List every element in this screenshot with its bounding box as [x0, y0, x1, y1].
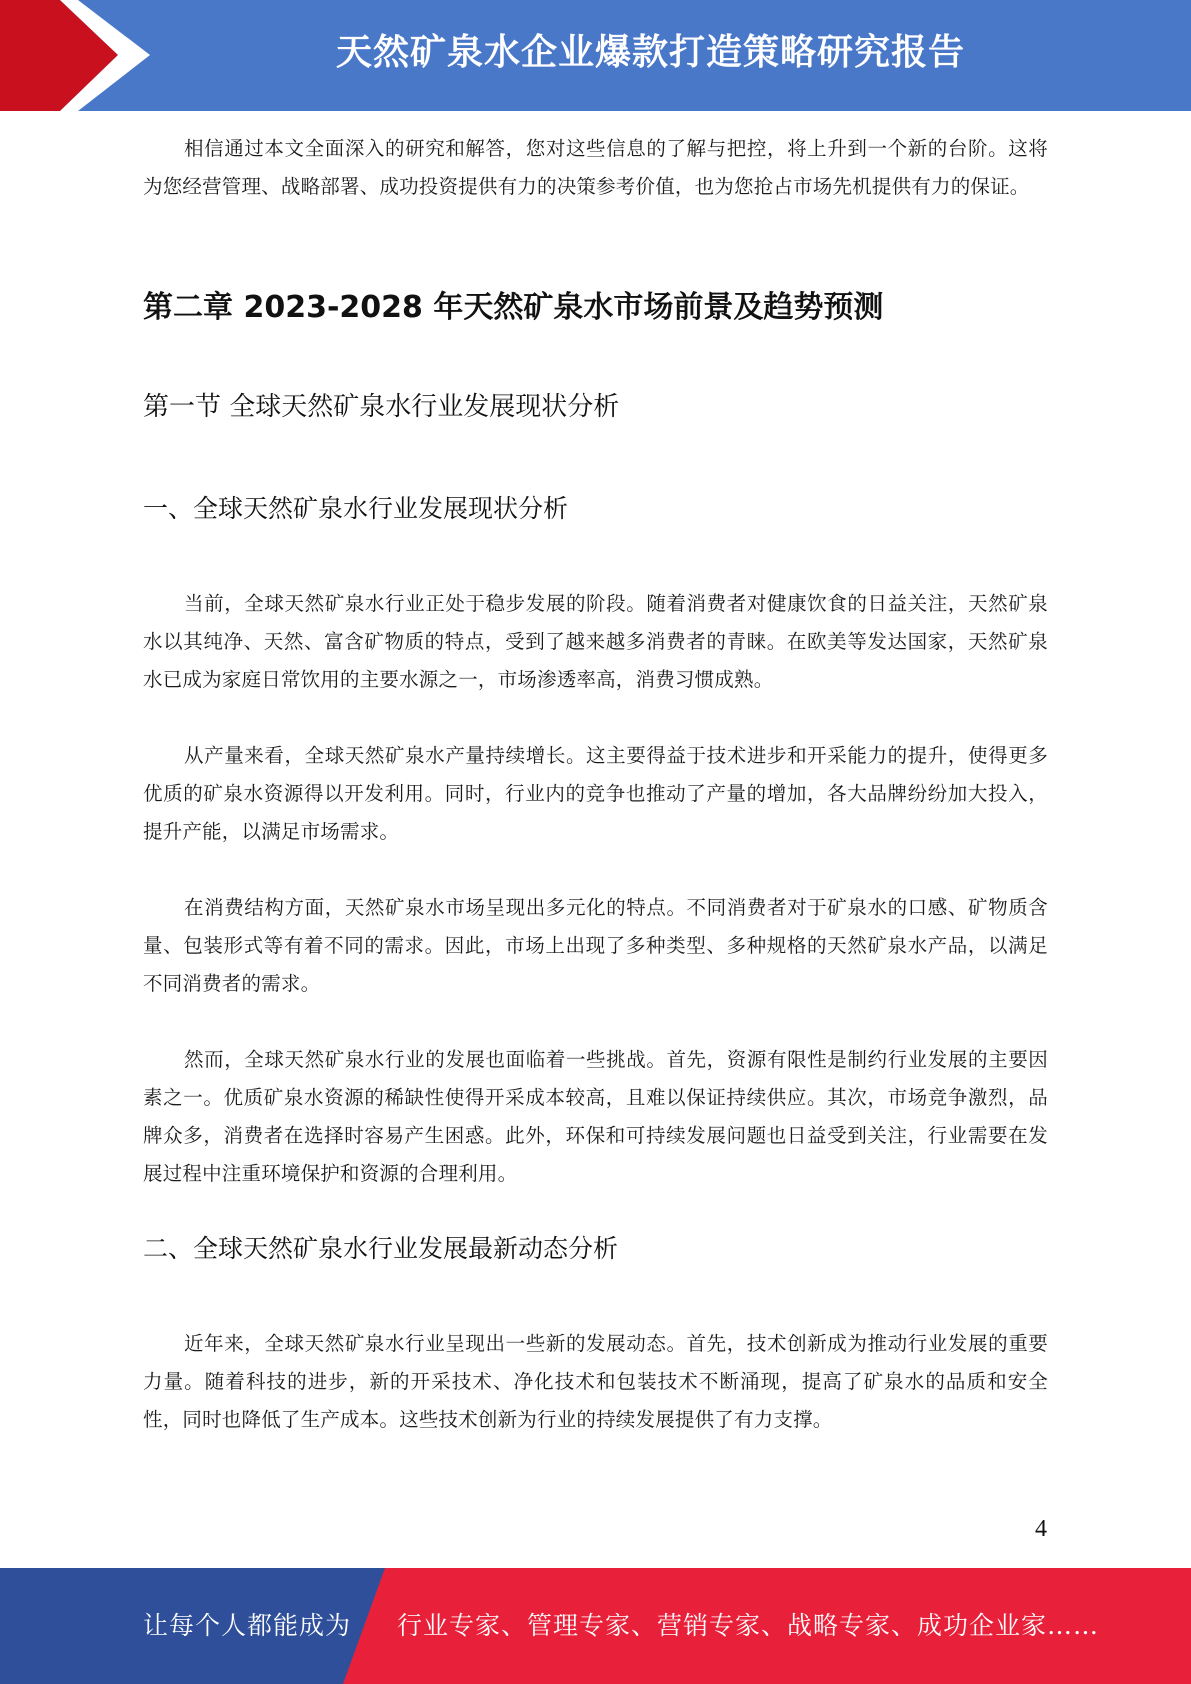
section-title: 第一节 全球天然矿泉水行业发展现状分析 — [143, 392, 620, 422]
paragraph: 然而，全球天然矿泉水行业的发展也面临着一些挑战。首先，资源有限性是制约行业发展的主要因素之一。优质矿泉水资源的稀缺性使得开采成本较高，且难以保证持续供应。其次，市场竞争激烈，品牌众多，消费者在选择时容易产生困惑。此外，环保和可持续发展问题也日益受到关注，行业需要在发展过程中注重环境保护和资源的合理利用。 — [143, 1048, 1048, 1185]
footer-slogan-left: 让每个人都能成为 — [143, 1611, 352, 1640]
intro-paragraph: 相信通过本文全面深入的研究和解答，您对这些信息的了解与把控，将上升到一个新的台阶。这将为您经营管理、战略部署、成功投资提供有力的决策参考价值，也为您抢占市场先机提供有力的保证。 — [143, 137, 1048, 198]
paragraph: 近年来，全球天然矿泉水行业呈现出一些新的发展动态。首先，技术创新成为推动行业发展的重要力量。随着科技的进步，新的开采技术、净化技术和包装技术不断涌现，提高了矿泉水的品质和安全性，同时也降低了生产成本。这些技术创新为行业的持续发展提供了有力支撑。 — [143, 1332, 1048, 1431]
subsection-title-2: 二、全球天然矿泉水行业发展最新动态分析 — [143, 1234, 619, 1263]
footer-banner — [0, 1568, 1191, 1684]
paragraph: 从产量来看，全球天然矿泉水产量持续增长。这主要得益于技术进步和开采能力的提升，使得更多优质的矿泉水资源得以开发利用。同时，行业内的竞争也推动了产量的增加，各大品牌纷纷加大投入，提升产能，以满足市场需求。 — [143, 744, 1048, 843]
paragraph: 当前，全球天然矿泉水行业正处于稳步发展的阶段。随着消费者对健康饮食的日益关注，天然矿泉水以其纯净、天然、富含矿物质的特点，受到了越来越多消费者的青睐。在欧美等发达国家，天然矿泉水已成为家庭日常饮用的主要水源之一，市场渗透率高，消费习惯成熟。 — [143, 592, 1048, 691]
header-banner — [0, 0, 1191, 111]
header-arrow-decoration — [0, 0, 160, 111]
subsection-title-1: 一、全球天然矿泉水行业发展现状分析 — [143, 494, 569, 523]
chapter-title: 第二章 2023-2028 年天然矿泉水市场前景及趋势预测 — [143, 290, 884, 325]
report-title: 天然矿泉水企业爆款打造策略研究报告 — [335, 32, 965, 73]
footer-slogan-right: 行业专家、管理专家、营销专家、战略专家、成功企业家…… — [397, 1611, 1100, 1640]
document-body — [143, 130, 1048, 1439]
paragraph: 在消费结构方面，天然矿泉水市场呈现出多元化的特点。不同消费者对于矿泉水的口感、矿物质含量、包装形式等有着不同的需求。因此，市场上出现了多种类型、多种规格的天然矿泉水产品，以满足不同消费者的需求。 — [143, 896, 1048, 995]
page-number: 4 — [1035, 1516, 1047, 1542]
